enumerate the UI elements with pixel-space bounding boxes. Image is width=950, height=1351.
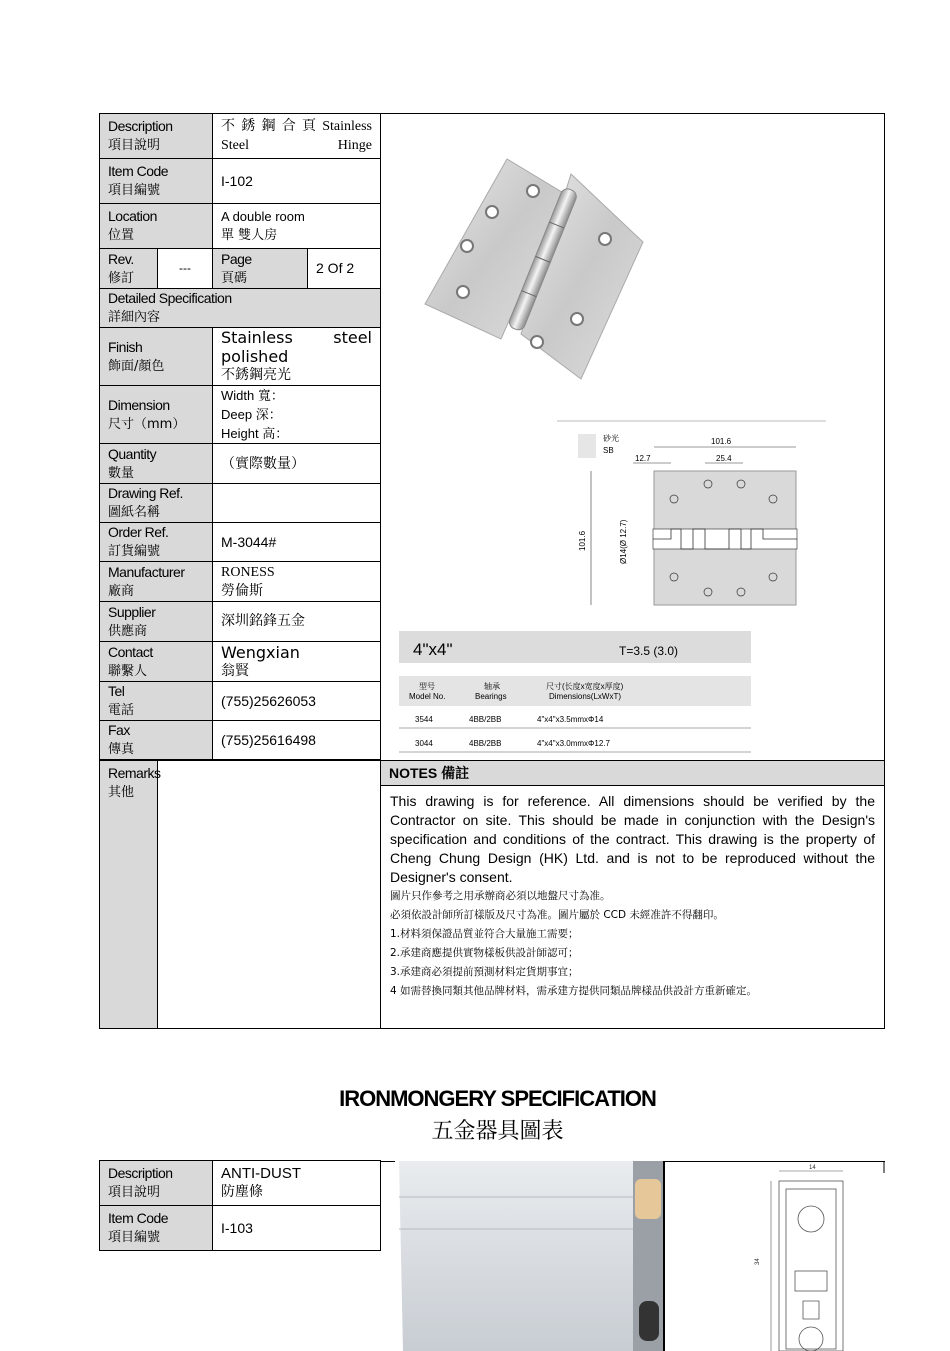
dimension-value: Width 寬： Deep 深： Height 高： [213,386,381,444]
anti-dust-plug [635,1179,661,1219]
item2-item-code-value: I-103 [213,1206,381,1251]
dim-pin: Ø14(Ø 12.7) [619,519,628,564]
row-2-dims: 4"x4"x3.0mmxΦ12.7 [537,739,610,748]
anti-dust-profile-drawing [743,1161,843,1351]
item2-image-cell [381,1161,885,1265]
finish-abbr: SB [603,446,614,455]
item2-description-label: Description 項目說明 [100,1161,213,1206]
finish-swatch [578,434,596,458]
product-image-cell [381,114,885,761]
hinge-technical-drawing [557,421,826,605]
description-value: 不 銹 鋼 合 頁 Stainless Steel Hinge [213,114,381,159]
item2-description-value: ANTI-DUST 防塵條 [213,1161,381,1206]
supplier-label: Supplier 供應商 [100,602,213,642]
rev-value: --- [158,249,213,289]
contact-value: Wengxian 翁賢 [213,642,381,682]
row-1-model: 3544 [415,715,433,724]
spec-table-item-1 [99,113,885,1029]
tel-value: (755)25626053 [213,682,381,721]
contact-label: Contact 聯繫人 [100,642,213,682]
col-model-zh: 型号 [419,682,435,691]
quantity-value: （實際數量） [213,444,381,484]
row-1-bearings: 4BB/2BB [469,715,502,724]
col-bearings-zh: 轴承 [484,682,500,691]
page-label: Page 頁碼 [213,249,308,289]
anti-dust-strip-image [381,1161,885,1351]
rev-label: Rev. 修訂 [100,249,158,289]
fax-value: (755)25616498 [213,721,381,760]
drawing-ref-label: Drawing Ref. 圖紙名稱 [100,484,213,523]
notes-title: NOTES 備註 [381,761,885,786]
profile-width: 14 [809,1164,816,1171]
item2-item-code-label: Item Code 項目編號 [100,1206,213,1251]
col-bearings-en: Bearings [475,692,507,701]
col-dim-zh: 尺寸(长度x宽度x厚度) [546,682,624,691]
finish-label: Finish 飾面/顏色 [100,328,213,386]
location-value: A double room 單 雙人房 [213,204,381,249]
location-label: Location 位置 [100,204,213,249]
drawing-ref-value [213,484,381,523]
dim-height: 101.6 [578,530,587,551]
tel-label: Tel 電話 [100,682,213,721]
detailed-spec-label: Detailed Specification 詳細內容 [100,289,381,328]
quantity-label: Quantity 數量 [100,444,213,484]
fax-label: Fax 傳真 [100,721,213,760]
profile-height: 34 [755,1257,761,1265]
row-2-bearings: 4BB/2BB [469,739,502,748]
row-2-model: 3044 [415,739,433,748]
notes-en: This drawing is for reference. All dimensions should be verified by the Contractor on site. This should be made in conjunction with the Design's specification and conditions of the contract. This drawing is the property of Cheng Chung Design (HK) Ltd. and is not to be reproduced without the Designer's consent. [390,793,875,885]
dim-margin: 12.7 [635,454,651,463]
manufacturer-label: Manufacturer 廠商 [100,562,213,602]
heading-title-en: IRONMONGERY SPECIFICATION [339,1086,656,1111]
supplier-value: 深圳銘鋒五金 [213,602,381,642]
dim-total-width: 101.6 [711,437,732,446]
page-heading [0,1086,950,1145]
spec-table-item-2 [99,1160,885,1265]
manufacturer-value: RONESS 勞倫斯 [213,562,381,602]
size-label: 4"x4" [413,640,453,659]
hinge-photo [381,114,885,760]
hinge-model-table [399,631,751,752]
col-model-en: Model No. [409,692,446,701]
description-label: Description 項目說明 [100,114,213,159]
remarks-label: Remarks 其他 [100,761,158,1029]
anti-dust-seal [639,1301,659,1341]
thickness-label: T=3.5 (3.0) [619,644,679,658]
order-ref-label: Order Ref. 訂貨編號 [100,523,213,562]
item-code-label: Item Code 項目編號 [100,159,213,204]
order-ref-value: M-3044# [213,523,381,562]
item-code-value: I-102 [213,159,381,204]
col-dim-en: Dimensions(LxWxT) [549,692,622,701]
finish-code: 砂光 [603,434,619,443]
heading-title-zh: 五金器具圖表 [431,1119,564,1144]
row-1-dims: 4"x4"x3.5mmxΦ14 [537,715,604,724]
remarks-value [158,761,381,1029]
finish-value: Stainless steel polished 不銹鋼亮光 [213,328,381,386]
dimension-label: Dimension 尺寸（mm） [100,386,213,444]
dim-knuckle: 25.4 [716,454,732,463]
notes-body: This drawing is for reference. All dimensions should be verified by the Contractor on site. This should be made in conjunction with the Design's specification and conditions of the contract. This drawing is the property of Cheng Chung Design (HK) Ltd. and is not to be reproduced without the Designer's consent. 圖片只作參考之用承辦商必須以地盤尺寸為准。 必須依設計師所訂樣版及尺寸為准。圖片屬於 CCD 未經准許不得翻印。 1.材料須保證品質並符合大量施工需要； 2.承建商應提供實物樣板供設計師認可； 3.承建商必須提前預測材料定貨期事宜； 4 如需替換同類其他品牌材料，需承建方提供同類品牌樣品供設計方重新確定。 [381,786,885,1029]
page-value: 2 Of 2 [308,249,381,289]
